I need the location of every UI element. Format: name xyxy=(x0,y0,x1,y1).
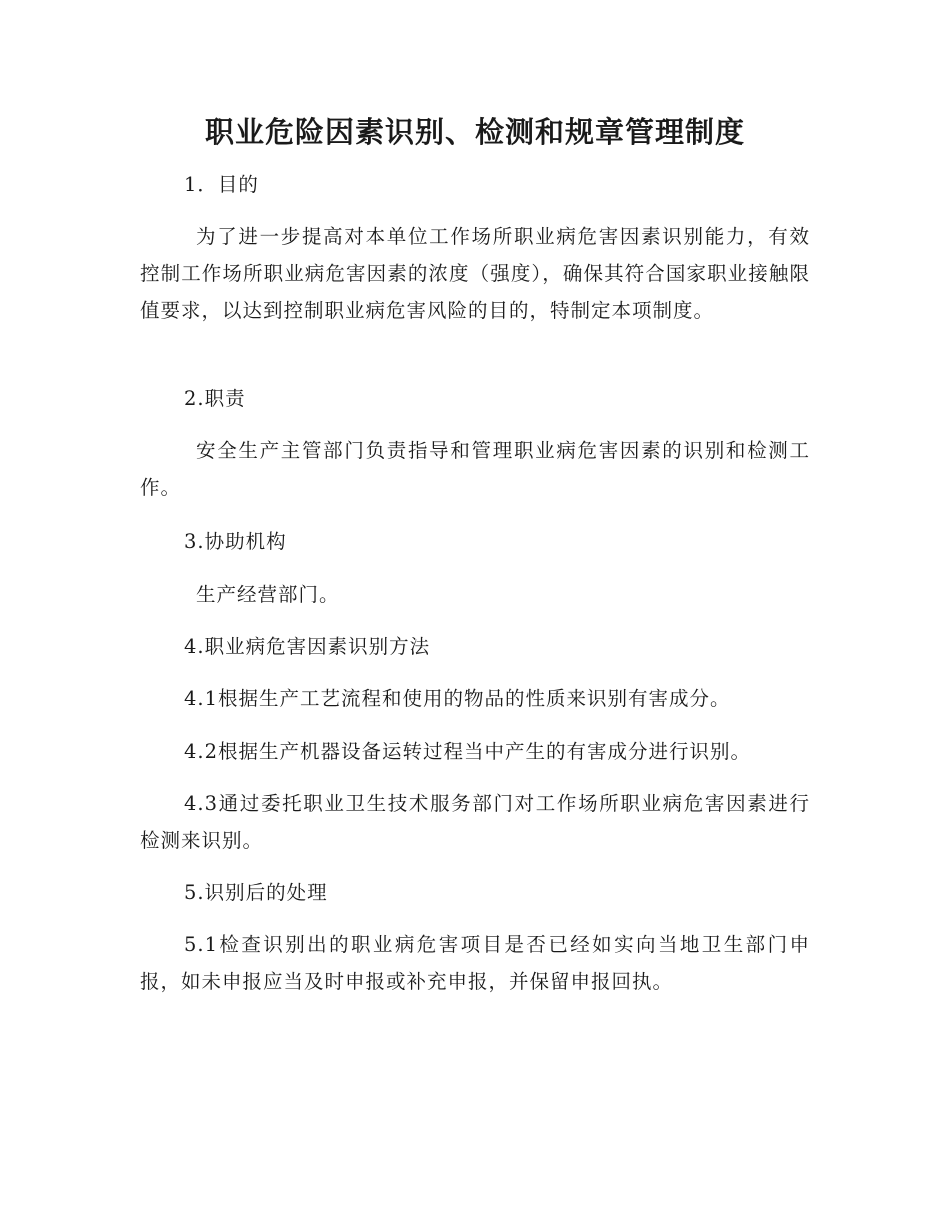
section-1-body: 为了进一步提高对本单位工作场所职业病危害因素识别能力，有效控制工作场所职业病危害因素的浓度（强度），确保其符合国家职业接触限值要求，以达到控制职业病危害风险的目的，特制定本项制度。 xyxy=(140,225,810,322)
section-3-heading: 3.协助机构 xyxy=(184,530,287,553)
section-4-3: 4.3通过委托职业卫生技术服务部门对工作场所职业病危害因素进行检测来识别。 xyxy=(140,792,810,852)
section-1-heading: 1．目的 xyxy=(184,173,259,196)
section-2-body: 安全生产主管部门负责指导和管理职业病危害因素的识别和检测工作。 xyxy=(140,439,810,499)
section-2-heading: 2.职责 xyxy=(184,387,246,410)
section-5-heading: 5.识别后的处理 xyxy=(184,881,328,904)
section-4-1: 4.1根据生产工艺流程和使用的物品的性质来识别有害成分。 xyxy=(184,687,731,710)
section-5-1: 5.1检查识别出的职业病危害项目是否已经如实向当地卫生部门申报，如未申报应当及时申报或补充申报，并保留申报回执。 xyxy=(140,933,810,993)
document-title: 职业危险因素识别、检测和规章管理制度 xyxy=(204,115,745,149)
section-3-body: 生产经营部门。 xyxy=(196,583,340,606)
section-4-2: 4.2根据生产机器设备运转过程当中产生的有害成分进行识别。 xyxy=(184,740,752,763)
section-4-heading: 4.职业病危害因素识别方法 xyxy=(184,635,431,658)
